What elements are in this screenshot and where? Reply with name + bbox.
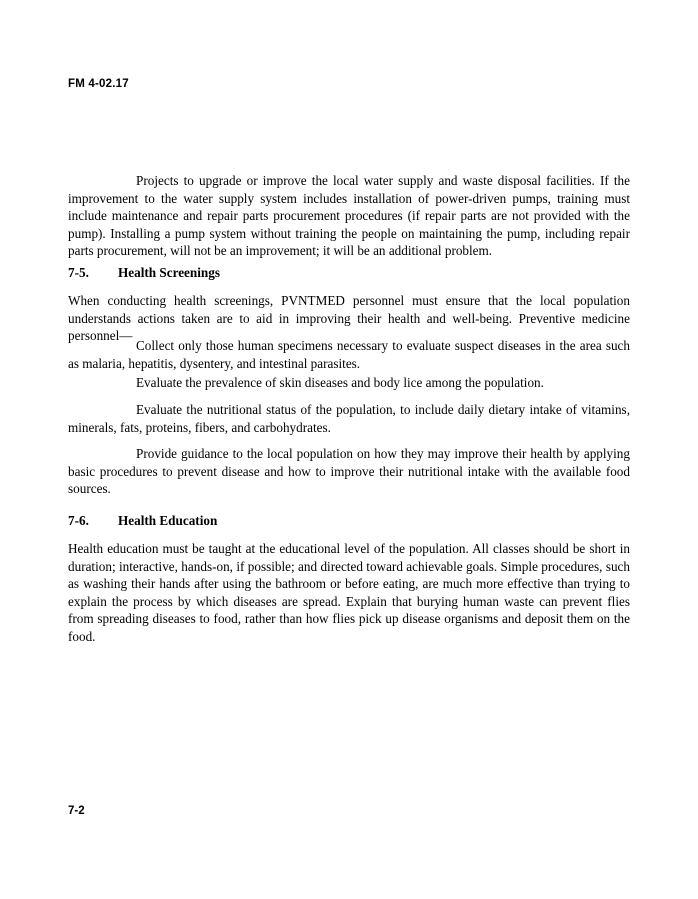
- paragraph-text: When conducting health screenings, PVNTMED personnel must ensure that the local population understands actions taken are to aid in improving their health and well-being. Preventive medicine personnel—: [68, 293, 630, 344]
- page-header: FM 4-02.17: [68, 78, 129, 90]
- paragraph-intro-bullet: [68, 172, 630, 260]
- paragraph-bullet-4: [68, 445, 630, 498]
- section-heading-7-5: [68, 264, 630, 282]
- paragraph-text: Evaluate the nutritional status of the population, to include daily dietary intake of vitamins, minerals, fats, proteins, fibers, and carbohydrates.: [68, 402, 630, 435]
- paragraph-text: Evaluate the prevalence of skin diseases and body lice among the population.: [136, 375, 544, 390]
- paragraph-bullet-1: [68, 337, 630, 372]
- paragraph-7-6-body: [68, 540, 630, 646]
- section-heading-7-6: [68, 512, 630, 530]
- paragraph-text: Projects to upgrade or improve the local water supply and waste disposal facilities. If the improvement to the water supply system includes installation of power-driven pumps, training must include maintenance and repair parts procurement procedures (if repair parts are not provided with the pump). Installing a pump system without training the people on maintaining the pump, including repair parts procurement, will not be an improvement; it will be an additional problem.: [68, 173, 630, 259]
- paragraph-text: Collect only those human specimens necessary to evaluate suspect diseases in the area such as malaria, hepatitis, dysentery, and intestinal parasites.: [68, 338, 630, 371]
- section-title: Health Education: [118, 513, 218, 528]
- section-title: Health Screenings: [118, 265, 220, 280]
- paragraph-text: Provide guidance to the local population on how they may improve their health by applying basic procedures to prevent disease and how to improve their nutritional intake with the available food sources.: [68, 446, 630, 497]
- section-number: 7-5.: [68, 265, 89, 280]
- section-number: 7-6.: [68, 513, 89, 528]
- page-footer: 7-2: [68, 805, 85, 817]
- paragraph-bullet-2: [68, 374, 630, 392]
- paragraph-bullet-3: [68, 401, 630, 436]
- paragraph-text: Health education must be taught at the educational level of the population. All classes should be short in duration; interactive, hands-on, if possible; and directed toward achievable goals. Simple procedures, such as washing their hands after using the bathroom or before eating, are much more effective than trying to explain the process by which diseases are spread. Explain that burying human waste can prevent flies from spreading diseases to food, rather than how flies pick up disease organisms and deposit them on the food.: [68, 541, 630, 644]
